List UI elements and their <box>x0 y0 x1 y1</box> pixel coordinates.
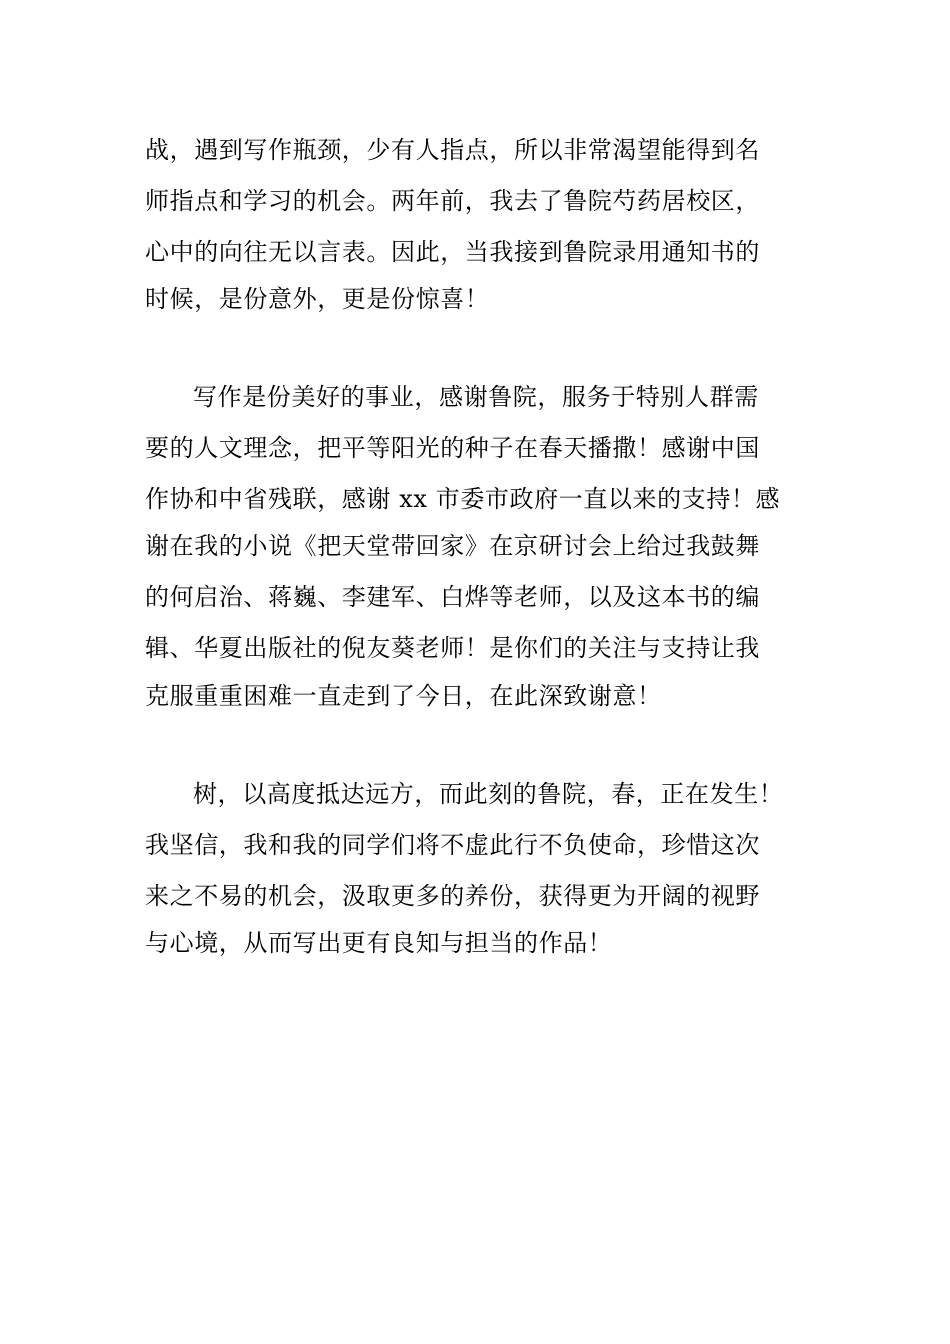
paragraph-line: 谢在我的小说《把天堂带回家》在京研讨会上给过我鼓舞 <box>145 532 760 560</box>
paragraph-line: 战，遇到写作瓶颈，少有人指点，所以非常渴望能得到名 <box>145 136 760 164</box>
paragraph-line: 我坚信，我和我的同学们将不虚此行不负使命，珍惜这次 <box>145 831 760 859</box>
paragraph-line: 与心境，从而写出更有良知与担当的作品！ <box>145 929 613 957</box>
paragraph-line: 的何启治、蒋巍、李建军、白烨等老师，以及这本书的编 <box>145 583 760 611</box>
paragraph-line: 树，以高度抵达远方，而此刻的鲁院，春，正在发生！ <box>193 780 784 808</box>
paragraph-line: 克服重重困难一直走到了今日，在此深致谢意！ <box>145 682 662 710</box>
paragraph-line: 来之不易的机会，汲取更多的养份，获得更为开阔的视野 <box>145 882 760 910</box>
paragraph-line: 辑、华夏出版社的倪友葵老师！是你们的关注与支持让我 <box>145 634 760 662</box>
paragraph-line: 写作是份美好的事业，感谢鲁院，服务于特别人群需 <box>193 383 759 411</box>
paragraph-line: 师指点和学习的机会。两年前，我去了鲁院芍药居校区， <box>145 187 760 215</box>
paragraph-line: 心中的向往无以言表。因此，当我接到鲁院录用通知书的 <box>145 238 760 266</box>
paragraph-line: 时候，是份意外，更是份惊喜！ <box>145 285 490 313</box>
paragraph-line: 作协和中省残联，感谢 xx 市委市政府一直以来的支持！感 <box>145 485 781 513</box>
paragraph-line: 要的人文理念，把平等阳光的种子在春天播撒！感谢中国 <box>145 434 760 462</box>
